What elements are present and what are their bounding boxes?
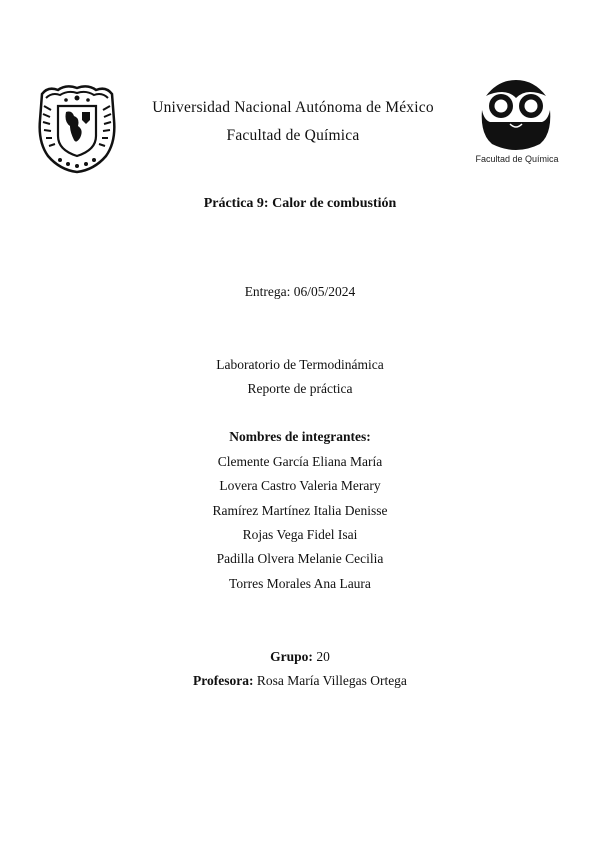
member-name: Lovera Castro Valeria Merary [219, 478, 381, 493]
delivery-label: Entrega: [244, 284, 291, 299]
member-name: Ramírez Martínez Italia Denisse [212, 503, 388, 518]
member-name: Rojas Vega Fidel Isai [242, 527, 358, 542]
member-name: Clemente García Eliana María [217, 454, 383, 469]
delivery-line [0, 284, 600, 300]
faculty-name: Facultad de Química [226, 127, 360, 144]
unam-seal-icon [36, 84, 118, 174]
professor-label: Profesora: [193, 673, 254, 688]
report-type: Reporte de práctica [247, 381, 353, 396]
professor-name: Rosa María Villegas Ortega [256, 673, 407, 688]
delivery-date: 06/05/2024 [293, 284, 356, 299]
logo-caption: Facultad de Química [475, 154, 559, 164]
group-line [0, 649, 600, 665]
member-name: Torres Morales Ana Laura [229, 576, 371, 591]
university-name: Universidad Nacional Autónoma de México [152, 99, 434, 116]
professor-line [0, 673, 600, 689]
practice-title: Práctica 9: Calor de combustión [203, 196, 397, 211]
group-label: Grupo: [270, 649, 313, 664]
lab-name: Laboratorio de Termodinámica [216, 357, 384, 372]
owl-logo-icon [478, 78, 554, 152]
group-value: 20 [316, 649, 330, 664]
members-heading: Nombres de integrantes: [229, 429, 371, 444]
member-name: Padilla Olvera Melanie Cecilia [216, 551, 384, 566]
